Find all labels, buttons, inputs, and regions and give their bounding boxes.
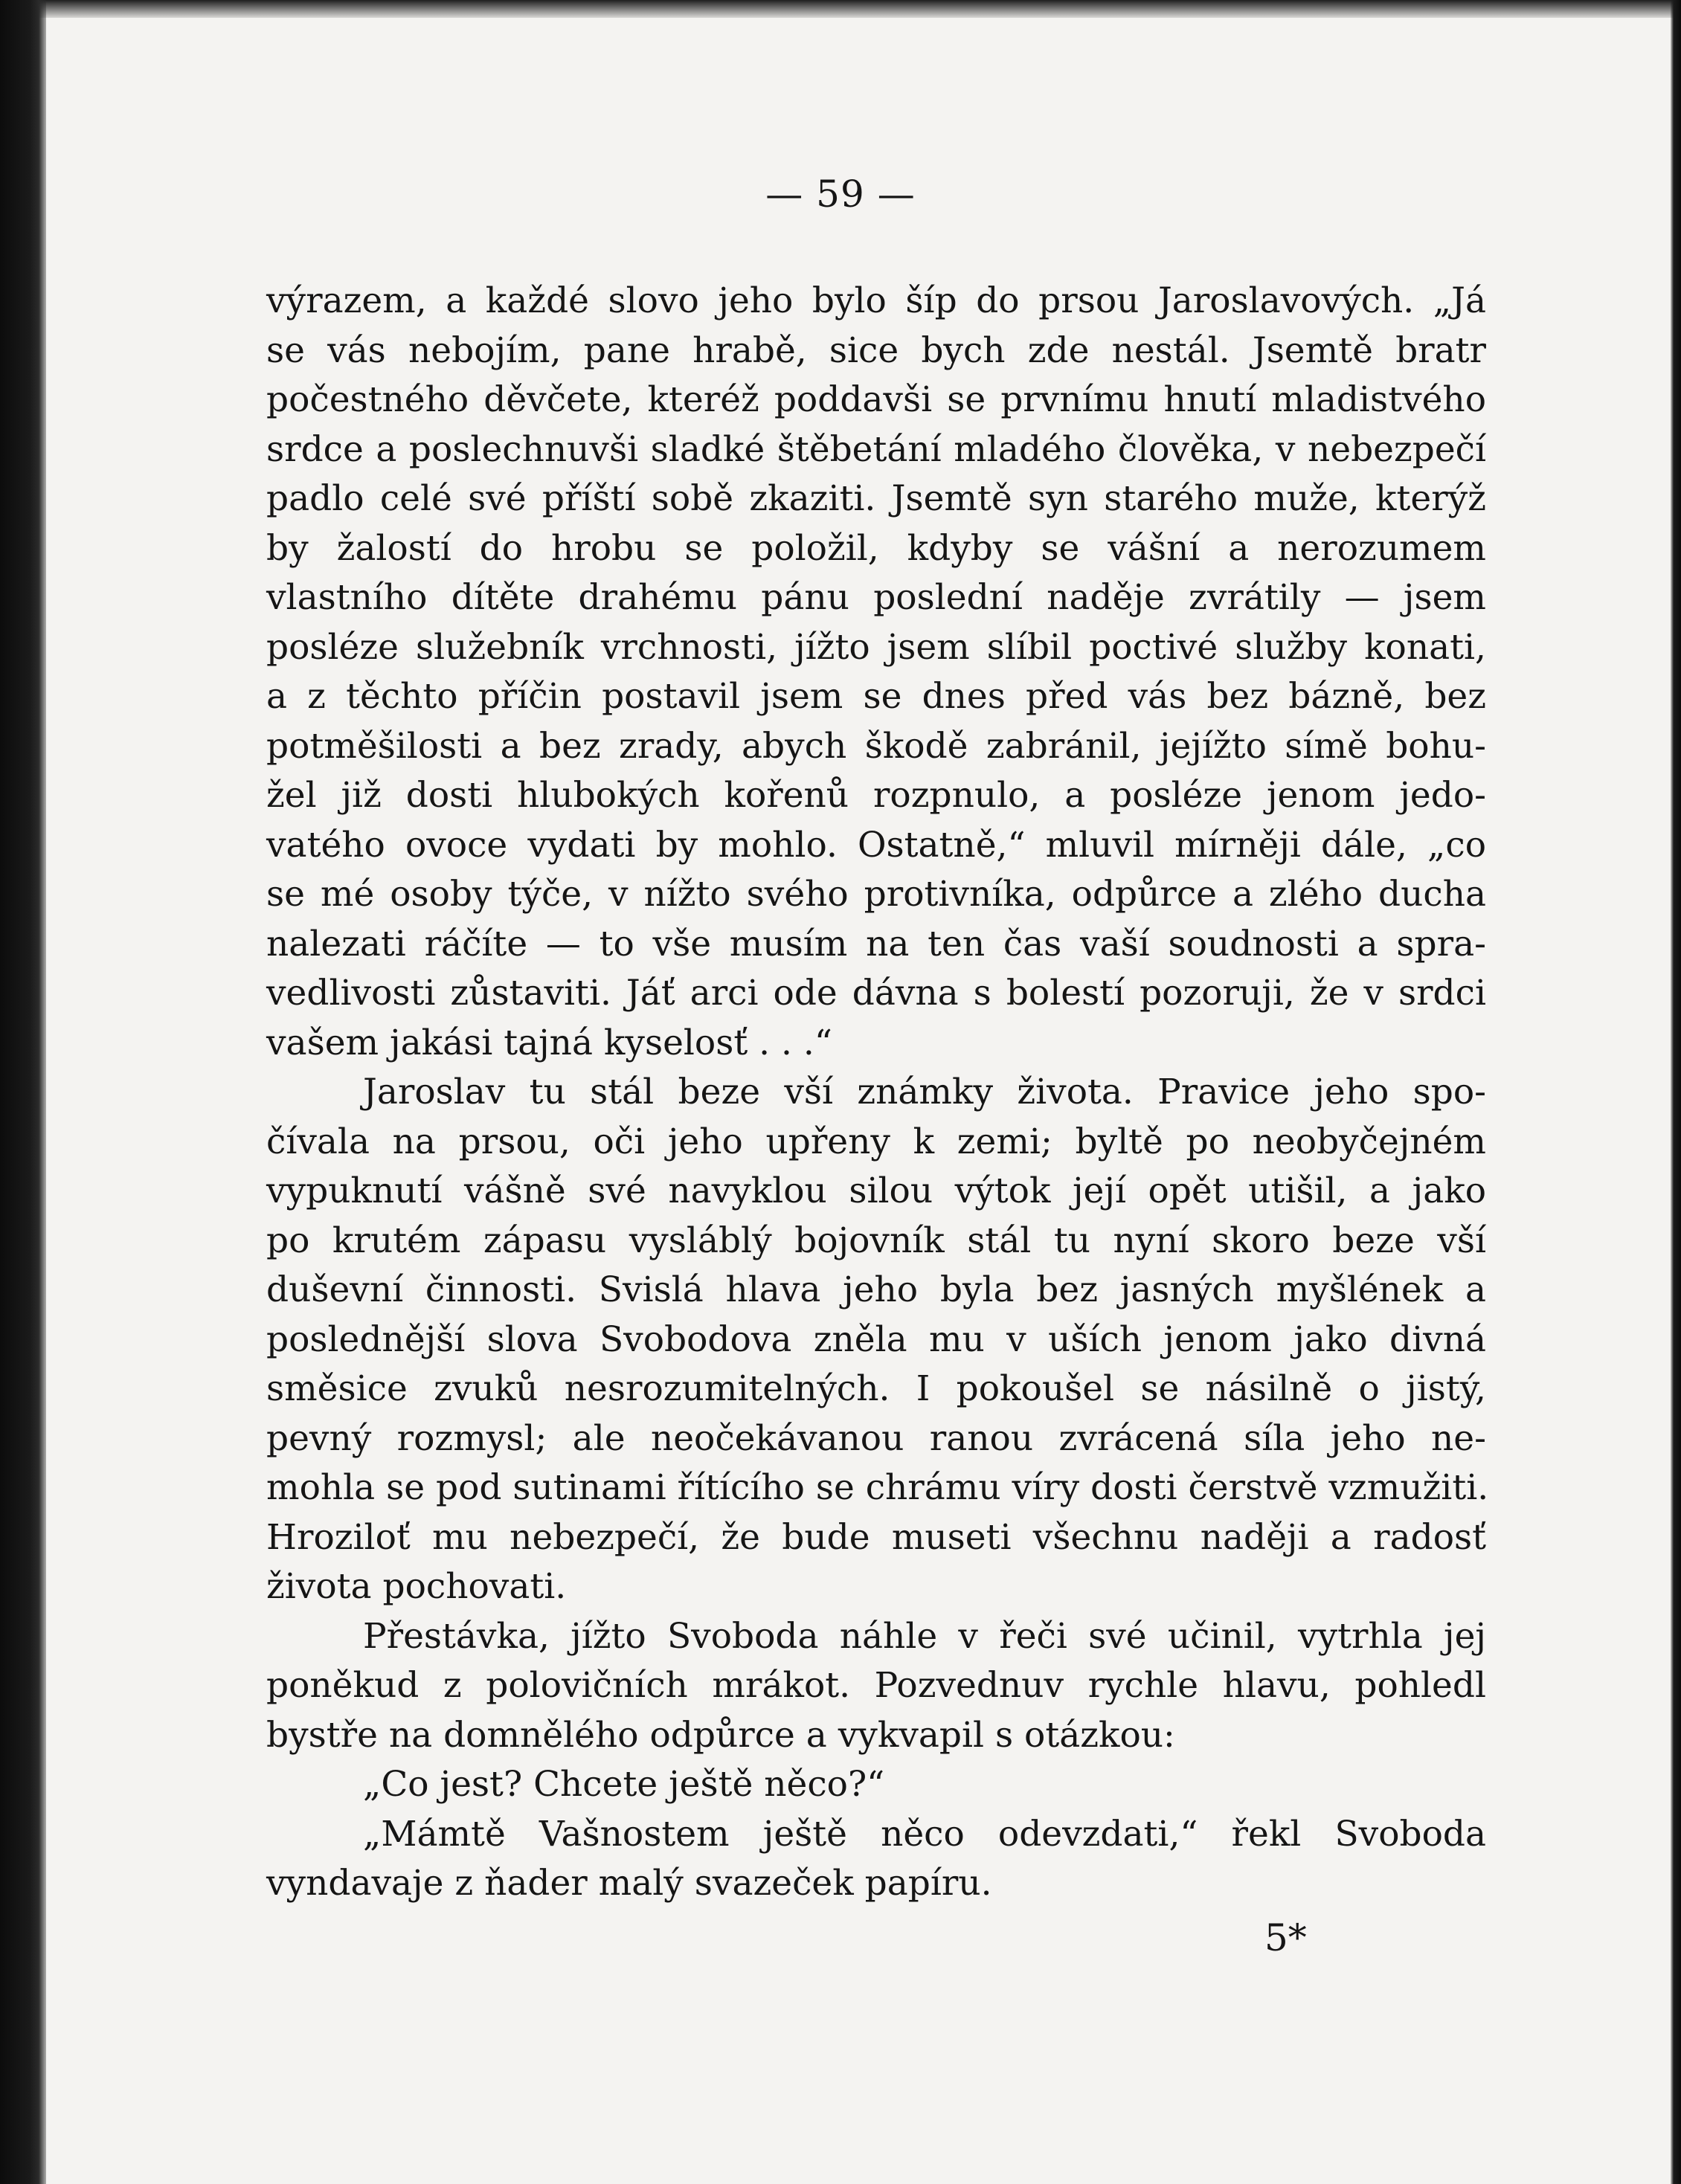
- text-line: nalezati ráčíte — to vše musím na ten čas vaší soudnosti a spra-: [266, 923, 1486, 964]
- text-line: vypuknutí vášně své navyklou silou výtok její opět utišil, a jako: [266, 1170, 1486, 1211]
- body-text: [266, 277, 1489, 1909]
- text-line: Hroziloť mu nebezpečí, že bude museti všechnu naději a radosť: [266, 1516, 1486, 1558]
- text-line: vašem jakási tajná kyselosť . . .“: [266, 1022, 832, 1063]
- paragraph-start-line: Jaroslav tu stál beze vší známky života. Pravice jeho spo-: [363, 1072, 1486, 1112]
- text-line: vlastního dítěte drahému pánu poslední naděje zvrátily — jsem: [266, 577, 1486, 618]
- signature-mark: 5*: [1264, 1916, 1307, 1959]
- text-line: vatého ovoce vydati by mohlo. Ostatně,“ mluvil mírněji dále, „co: [266, 824, 1486, 866]
- text-line: žel již dosti hlubokých kořenů rozpnulo, a posléze jenom jedo-: [266, 775, 1486, 816]
- text-line: po krutém zápasu vysláblý bojovník stál tu nyní skoro beze vší: [266, 1220, 1486, 1261]
- text-line: směsice zvuků nesrozumitelných. I pokoušel se násilně o jistý,: [266, 1368, 1486, 1409]
- paragraph-start-line: „Mámtě Vašnostem ještě něco odevzdati,“ řekl Svoboda: [363, 1813, 1486, 1855]
- text-line: mohla se pod sutinami řítícího se chrámu víry dosti čerstvě vzmužiti.: [266, 1467, 1489, 1508]
- text-line: poslednější slova Svobodova zněla mu v uších jenom jako divná: [266, 1318, 1486, 1360]
- text-line: bystře na domnělého odpůrce a vykvapil s otázkou:: [266, 1714, 1175, 1756]
- text-line: výrazem, a každé slovo jeho bylo šíp do prsou Jaroslavových. „Já: [266, 280, 1486, 321]
- text-line: poněkud z polovičních mrákot. Pozvednuv rychle hlavu, pohledl: [266, 1665, 1486, 1706]
- text-line: vedlivosti zůstaviti. Jáť arci ode dávna s bolestí pozoruji, že v srdci: [266, 973, 1486, 1014]
- text-line: duševní činnosti. Svislá hlava jeho byla bez jasných myšlének a: [266, 1269, 1486, 1310]
- text-line: počestného děvčete, kteréž poddavši se prvnímu hnutí mladistvého: [266, 379, 1486, 420]
- text-line: a z těchto příčin postavil jsem se dnes před vás bez bázně, bez: [266, 676, 1486, 717]
- scan-edge-right: [1671, 0, 1681, 2184]
- text-line: pevný rozmysl; ale neočekávanou ranou zvrácená síla jeho ne-: [266, 1417, 1486, 1459]
- paragraph-start-line: Přestávka, jížto Svoboda náhle v řeči své učinil, vytrhla jej: [363, 1615, 1486, 1657]
- text-line: padlo celé své příští sobě zkaziti. Jsemtě syn starého muže, kterýž: [266, 478, 1486, 519]
- text-line: se vás nebojím, pane hrabě, sice bych zde nestál. Jsemtě bratr: [266, 329, 1486, 371]
- text-line: života pochovati.: [266, 1566, 567, 1607]
- text-line: vyndavaje z ňader malý svazeček papíru.: [266, 1863, 992, 1904]
- text-line: čívala na prsou, oči jeho upřeny k zemi; byltě po neobyčejném: [266, 1121, 1486, 1162]
- page-number: — 59 —: [765, 173, 916, 216]
- text-line: by žalostí do hrobu se položil, kdyby se vášní a nerozumem: [266, 527, 1486, 569]
- scan-edge-top: [0, 0, 1681, 18]
- paragraph-start-line: „Co jest? Chcete ještě něco?“: [363, 1764, 885, 1805]
- text-line: se mé osoby týče, v nížto svého protivníka, odpůrce a zlého ducha: [266, 874, 1486, 915]
- scan-edge-left: [0, 0, 46, 2184]
- text-line: potměšilosti a bez zrady, abych škodě zabránil, jejížto símě bohu-: [266, 725, 1486, 767]
- text-line: srdce a poslechnuvši sladké štěbetání mladého člověka, v nebezpečí: [266, 428, 1486, 470]
- text-line: posléze služebník vrchnosti, jížto jsem slíbil poctivé služby konati,: [266, 626, 1486, 668]
